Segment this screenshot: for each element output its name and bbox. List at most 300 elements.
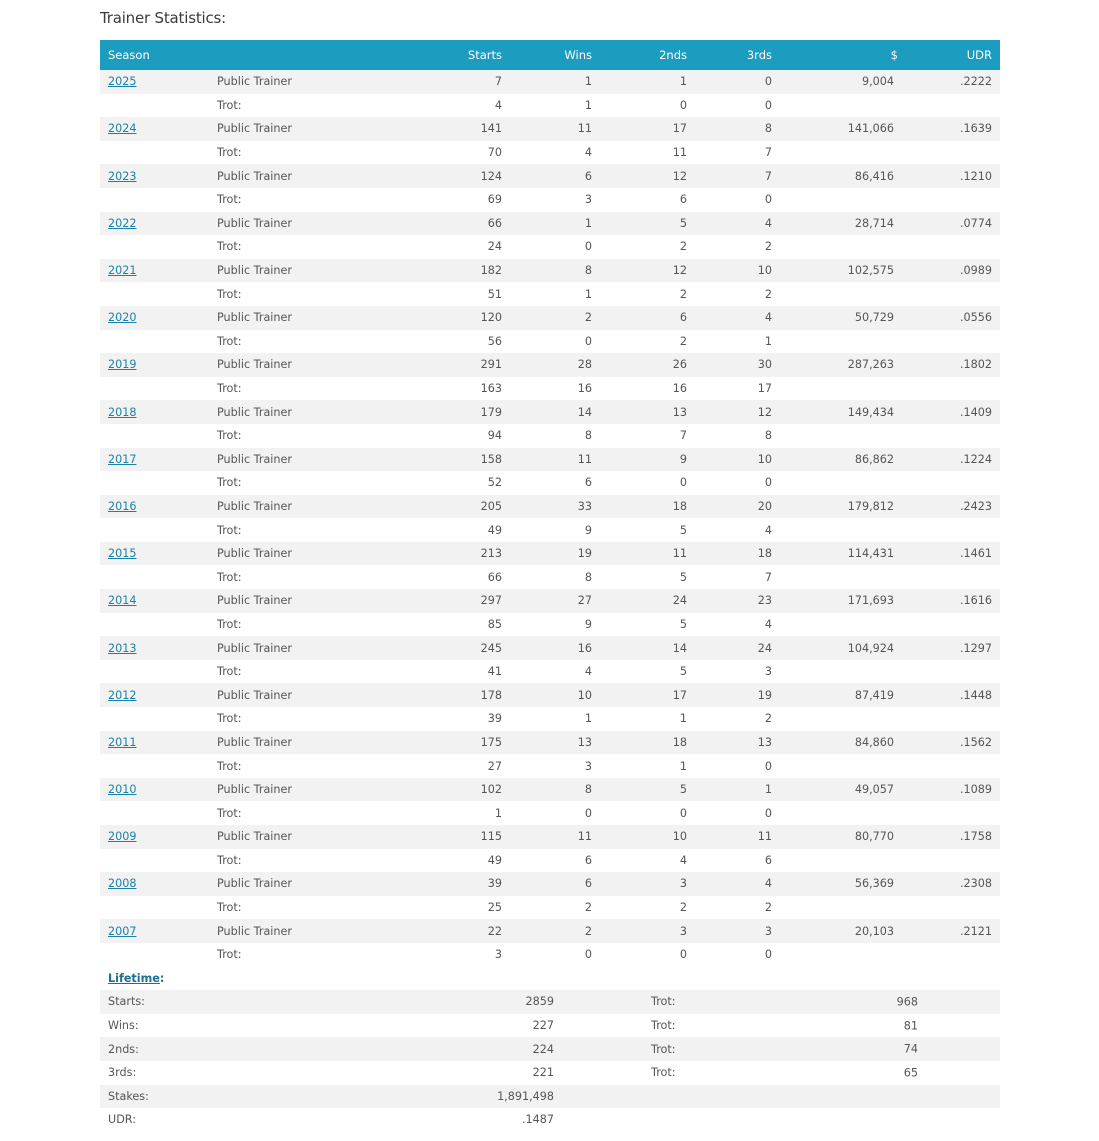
thirds-value: 18 bbox=[687, 542, 772, 566]
trot-wins-value: 9 bbox=[584, 617, 592, 631]
season-year-link[interactable]: 2007 bbox=[108, 924, 137, 938]
money-value: 114,431 bbox=[772, 542, 898, 566]
lifetime-trot-label bbox=[643, 1037, 918, 1061]
season-year-link[interactable]: 2017 bbox=[108, 452, 137, 466]
season-cell bbox=[100, 70, 217, 94]
lifetime-title-row bbox=[100, 967, 1000, 991]
season-row bbox=[100, 683, 1000, 707]
money-value: 50,729 bbox=[772, 306, 898, 330]
seconds-value: 5 bbox=[592, 212, 687, 236]
season-cell bbox=[100, 919, 217, 943]
trot-wins-value: 9 bbox=[584, 523, 592, 537]
trot-seconds-value: 5 bbox=[679, 570, 687, 584]
trot-label: Trot: bbox=[217, 146, 242, 160]
starts-value: 291 bbox=[337, 353, 502, 377]
col-header-season: Season bbox=[100, 40, 217, 70]
season-cell bbox=[100, 636, 217, 660]
season-year-link[interactable]: 2025 bbox=[108, 75, 137, 89]
trainer-type: Public Trainer bbox=[217, 683, 337, 707]
thirds-value: 10 bbox=[687, 448, 772, 472]
money-value: 86,862 bbox=[772, 448, 898, 472]
wins-value: 11 bbox=[502, 825, 592, 849]
trot-wins-value: 8 bbox=[584, 429, 592, 443]
lifetime-row bbox=[100, 990, 1000, 1014]
trot-starts-value: 56 bbox=[487, 334, 502, 348]
col-header-type bbox=[217, 40, 337, 70]
starts-value: 115 bbox=[337, 825, 502, 849]
season-row bbox=[100, 448, 1000, 472]
lifetime-value: 224 bbox=[217, 1037, 554, 1061]
trot-seconds-value: 2 bbox=[679, 240, 687, 254]
trot-wins-value: 3 bbox=[584, 193, 592, 207]
season-trot-row bbox=[100, 282, 1000, 306]
lifetime-trot-label bbox=[643, 1108, 918, 1132]
starts-value: 297 bbox=[337, 589, 502, 613]
lifetime-title bbox=[100, 967, 1000, 991]
starts-value: 66 bbox=[337, 212, 502, 236]
thirds-value: 19 bbox=[687, 683, 772, 707]
thirds-value: 24 bbox=[687, 636, 772, 660]
trot-seconds-value: 0 bbox=[679, 98, 687, 112]
season-row bbox=[100, 589, 1000, 613]
lifetime-link[interactable]: Lifetime bbox=[108, 971, 160, 985]
starts-value: 124 bbox=[337, 164, 502, 188]
thirds-value: 23 bbox=[687, 589, 772, 613]
trot-label: Trot: bbox=[217, 617, 242, 631]
seconds-value: 18 bbox=[592, 495, 687, 519]
trot-thirds-value: 0 bbox=[764, 806, 772, 820]
trainer-type: Public Trainer bbox=[217, 872, 337, 896]
season-row bbox=[100, 731, 1000, 755]
wins-value: 14 bbox=[502, 400, 592, 424]
udr-value: .1448 bbox=[898, 683, 1000, 707]
trot-thirds-value: 0 bbox=[764, 193, 772, 207]
udr-value: .1297 bbox=[898, 636, 1000, 660]
lifetime-label: Stakes: bbox=[100, 1085, 217, 1109]
trot-starts-value: 163 bbox=[480, 382, 502, 396]
starts-value: 213 bbox=[337, 542, 502, 566]
trot-thirds-value: 0 bbox=[764, 759, 772, 773]
trot-label: Trot: bbox=[217, 523, 242, 537]
trot-wins-value: 0 bbox=[584, 240, 592, 254]
wins-value: 6 bbox=[502, 872, 592, 896]
wins-value: 11 bbox=[502, 117, 592, 141]
trot-seconds-value: 2 bbox=[679, 334, 687, 348]
season-row bbox=[100, 70, 1000, 94]
lifetime-rows bbox=[100, 967, 1000, 1132]
lifetime-trot-label bbox=[643, 1014, 918, 1038]
trainer-type: Public Trainer bbox=[217, 212, 337, 236]
lifetime-row bbox=[100, 1037, 1000, 1061]
season-year-link[interactable]: 2018 bbox=[108, 405, 137, 419]
seconds-value: 9 bbox=[592, 448, 687, 472]
seconds-value: 1 bbox=[592, 70, 687, 94]
lifetime-label: 3rds: bbox=[108, 1066, 137, 1080]
trot-seconds-value: 1 bbox=[679, 759, 687, 773]
season-cell bbox=[100, 778, 217, 802]
trot-seconds-value: 16 bbox=[672, 382, 687, 396]
season-year-link[interactable]: 2015 bbox=[108, 547, 137, 561]
trot-thirds-value: 0 bbox=[764, 98, 772, 112]
trot-starts-value: 69 bbox=[487, 193, 502, 207]
wins-value: 28 bbox=[502, 353, 592, 377]
season-row bbox=[100, 825, 1000, 849]
starts-value: 178 bbox=[337, 683, 502, 707]
trot-thirds-value: 3 bbox=[764, 665, 772, 679]
udr-value: .2121 bbox=[898, 919, 1000, 943]
wins-value: 8 bbox=[502, 259, 592, 283]
lifetime-label: Starts: bbox=[100, 990, 217, 1014]
trainer-type: Public Trainer bbox=[217, 259, 337, 283]
season-row bbox=[100, 400, 1000, 424]
season-trot-row bbox=[100, 141, 1000, 165]
thirds-value: 4 bbox=[687, 212, 772, 236]
lifetime-label: Wins: bbox=[108, 1019, 139, 1033]
trot-seconds-value: 5 bbox=[679, 617, 687, 631]
lifetime-value: 1,891,498 bbox=[217, 1085, 554, 1109]
trot-seconds-value: 5 bbox=[679, 523, 687, 537]
season-trot-row bbox=[100, 613, 1000, 637]
season-trot-row bbox=[100, 188, 1000, 212]
starts-value: 182 bbox=[337, 259, 502, 283]
trot-starts-value: 25 bbox=[487, 901, 502, 915]
money-value: 80,770 bbox=[772, 825, 898, 849]
season-year-link[interactable]: 2008 bbox=[108, 877, 137, 891]
lifetime-row bbox=[100, 1108, 1000, 1132]
wins-value: 11 bbox=[502, 448, 592, 472]
trainer-type: Public Trainer bbox=[217, 400, 337, 424]
seconds-value: 11 bbox=[592, 542, 687, 566]
trot-thirds-value: 8 bbox=[764, 429, 772, 443]
udr-value: .2222 bbox=[898, 70, 1000, 94]
thirds-value: 1 bbox=[687, 778, 772, 802]
seconds-value: 17 bbox=[592, 683, 687, 707]
trainer-statistics bbox=[100, 40, 1000, 1132]
season-year-link[interactable]: 2016 bbox=[108, 499, 137, 513]
trainer-type: Public Trainer bbox=[217, 495, 337, 519]
season-cell bbox=[100, 731, 217, 755]
season-cell bbox=[100, 259, 217, 283]
season-year-link[interactable]: 2022 bbox=[108, 216, 137, 230]
trainer-type: Public Trainer bbox=[217, 70, 337, 94]
starts-value: 22 bbox=[337, 919, 502, 943]
trainer-type: Public Trainer bbox=[217, 778, 337, 802]
wins-value: 6 bbox=[502, 164, 592, 188]
thirds-value: 4 bbox=[687, 872, 772, 896]
lifetime-row bbox=[100, 1014, 1000, 1038]
season-cell bbox=[100, 448, 217, 472]
wins-value: 1 bbox=[502, 212, 592, 236]
wins-value: 27 bbox=[502, 589, 592, 613]
trainer-type: Public Trainer bbox=[217, 636, 337, 660]
season-year-link[interactable]: 2021 bbox=[108, 264, 137, 278]
trot-label: Trot: bbox=[217, 759, 242, 773]
season-row bbox=[100, 164, 1000, 188]
trot-wins-value: 0 bbox=[584, 806, 592, 820]
money-value: 86,416 bbox=[772, 164, 898, 188]
trot-starts-value: 39 bbox=[487, 712, 502, 726]
season-year-link[interactable]: 2020 bbox=[108, 311, 137, 325]
trot-wins-value: 1 bbox=[584, 287, 592, 301]
money-value: 84,860 bbox=[772, 731, 898, 755]
season-trot-row bbox=[100, 471, 1000, 495]
trainer-type: Public Trainer bbox=[217, 731, 337, 755]
udr-value: .1224 bbox=[898, 448, 1000, 472]
trainer-type: Public Trainer bbox=[217, 542, 337, 566]
lifetime-trot-label bbox=[643, 1085, 918, 1109]
thirds-value: 30 bbox=[687, 353, 772, 377]
lifetime-trot-value: 968 bbox=[896, 995, 918, 1009]
udr-value: .0989 bbox=[898, 259, 1000, 283]
season-row bbox=[100, 778, 1000, 802]
lifetime-trot-value: 65 bbox=[903, 1066, 918, 1080]
trot-thirds-value: 2 bbox=[764, 712, 772, 726]
udr-value: .2423 bbox=[898, 495, 1000, 519]
trot-starts-value: 51 bbox=[487, 287, 502, 301]
trot-label: Trot: bbox=[217, 665, 242, 679]
udr-value: .1616 bbox=[898, 589, 1000, 613]
wins-value: 2 bbox=[502, 306, 592, 330]
trot-thirds-value: 0 bbox=[764, 948, 772, 962]
season-row bbox=[100, 636, 1000, 660]
thirds-value: 10 bbox=[687, 259, 772, 283]
lifetime-trot-label bbox=[643, 990, 918, 1014]
lifetime-label: UDR: bbox=[108, 1113, 137, 1127]
trainer-type: Public Trainer bbox=[217, 306, 337, 330]
udr-value: .1210 bbox=[898, 164, 1000, 188]
season-row bbox=[100, 259, 1000, 283]
season-cell bbox=[100, 589, 217, 613]
seconds-value: 10 bbox=[592, 825, 687, 849]
trot-starts-value: 4 bbox=[494, 98, 502, 112]
thirds-value: 13 bbox=[687, 731, 772, 755]
thirds-value: 11 bbox=[687, 825, 772, 849]
thirds-value: 4 bbox=[687, 306, 772, 330]
col-header-2nds: 2nds bbox=[592, 40, 687, 70]
wins-value: 8 bbox=[502, 778, 592, 802]
starts-value: 179 bbox=[337, 400, 502, 424]
lifetime-table bbox=[100, 967, 1000, 1132]
season-year-link[interactable]: 2010 bbox=[108, 783, 137, 797]
trot-seconds-value: 2 bbox=[679, 287, 687, 301]
udr-value: .1461 bbox=[898, 542, 1000, 566]
trot-label: Trot: bbox=[217, 429, 242, 443]
trot-starts-value: 49 bbox=[487, 853, 502, 867]
wins-value: 16 bbox=[502, 636, 592, 660]
season-trot-row bbox=[100, 660, 1000, 684]
trot-seconds-value: 4 bbox=[679, 853, 687, 867]
trainer-type: Public Trainer bbox=[217, 117, 337, 141]
season-stats-table bbox=[100, 40, 1000, 967]
table-header-row bbox=[100, 40, 1000, 70]
trot-label: Trot: bbox=[217, 382, 242, 396]
starts-value: 245 bbox=[337, 636, 502, 660]
season-row bbox=[100, 495, 1000, 519]
season-year-link[interactable]: 2023 bbox=[108, 169, 137, 183]
udr-value: .1639 bbox=[898, 117, 1000, 141]
thirds-value: 20 bbox=[687, 495, 772, 519]
season-cell bbox=[100, 542, 217, 566]
trot-label: Trot: bbox=[217, 240, 242, 254]
trot-seconds-value: 0 bbox=[679, 806, 687, 820]
lifetime-trot-value: 81 bbox=[903, 1019, 918, 1033]
money-value: 171,693 bbox=[772, 589, 898, 613]
season-trot-row bbox=[100, 330, 1000, 354]
money-value: 87,419 bbox=[772, 683, 898, 707]
money-value: 179,812 bbox=[772, 495, 898, 519]
trot-seconds-value: 7 bbox=[679, 429, 687, 443]
season-year-link[interactable]: 2009 bbox=[108, 830, 137, 844]
trot-thirds-value: 7 bbox=[764, 146, 772, 160]
trot-thirds-value: 1 bbox=[764, 334, 772, 348]
trot-label: Trot: bbox=[217, 334, 242, 348]
thirds-value: 0 bbox=[687, 70, 772, 94]
starts-value: 120 bbox=[337, 306, 502, 330]
season-trot-row bbox=[100, 896, 1000, 920]
udr-value: .1089 bbox=[898, 778, 1000, 802]
col-header-wins: Wins bbox=[502, 40, 592, 70]
season-year-link[interactable]: 2013 bbox=[108, 641, 137, 655]
season-row bbox=[100, 872, 1000, 896]
trot-thirds-value: 4 bbox=[764, 617, 772, 631]
wins-value: 2 bbox=[502, 919, 592, 943]
trainer-type: Public Trainer bbox=[217, 448, 337, 472]
lifetime-value: 227 bbox=[532, 1019, 554, 1033]
seconds-value: 26 bbox=[592, 353, 687, 377]
season-trot-row bbox=[100, 801, 1000, 825]
season-trot-row bbox=[100, 518, 1000, 542]
trot-label: Trot: bbox=[217, 193, 242, 207]
season-trot-row bbox=[100, 235, 1000, 259]
money-value: 20,103 bbox=[772, 919, 898, 943]
trot-seconds-value: 1 bbox=[679, 712, 687, 726]
lifetime-value: 2859 bbox=[217, 990, 554, 1014]
udr-value: .1802 bbox=[898, 353, 1000, 377]
lifetime-label: 2nds: bbox=[100, 1037, 217, 1061]
seconds-value: 24 bbox=[592, 589, 687, 613]
trot-wins-value: 0 bbox=[584, 334, 592, 348]
lifetime-trot-label-text: Trot: bbox=[651, 1042, 676, 1056]
season-trot-row bbox=[100, 565, 1000, 589]
season-row bbox=[100, 542, 1000, 566]
money-value: 104,924 bbox=[772, 636, 898, 660]
trot-wins-value: 2 bbox=[584, 901, 592, 915]
season-cell bbox=[100, 212, 217, 236]
starts-value: 158 bbox=[337, 448, 502, 472]
trot-wins-value: 6 bbox=[584, 853, 592, 867]
season-trot-row bbox=[100, 94, 1000, 118]
trot-seconds-value: 0 bbox=[679, 476, 687, 490]
udr-value: .0774 bbox=[898, 212, 1000, 236]
trot-seconds-value: 5 bbox=[679, 665, 687, 679]
trot-wins-value: 4 bbox=[584, 146, 592, 160]
udr-value: .2308 bbox=[898, 872, 1000, 896]
lifetime-trot-value: 74 bbox=[903, 1042, 918, 1056]
thirds-value: 7 bbox=[687, 164, 772, 188]
starts-value: 205 bbox=[337, 495, 502, 519]
udr-value: .1562 bbox=[898, 731, 1000, 755]
trainer-type: Public Trainer bbox=[217, 825, 337, 849]
season-row bbox=[100, 212, 1000, 236]
trot-starts-value: 41 bbox=[487, 665, 502, 679]
seconds-value: 14 bbox=[592, 636, 687, 660]
lifetime-value: .1487 bbox=[521, 1113, 554, 1127]
lifetime-trot-label-text: Trot: bbox=[651, 1019, 676, 1033]
season-trot-row bbox=[100, 707, 1000, 731]
thirds-value: 12 bbox=[687, 400, 772, 424]
trot-starts-value: 49 bbox=[487, 523, 502, 537]
thirds-value: 3 bbox=[687, 919, 772, 943]
starts-value: 7 bbox=[337, 70, 502, 94]
season-year-link[interactable]: 2012 bbox=[108, 688, 137, 702]
season-year-link[interactable]: 2014 bbox=[108, 594, 137, 608]
season-cell bbox=[100, 825, 217, 849]
season-cell bbox=[100, 400, 217, 424]
seconds-value: 3 bbox=[592, 872, 687, 896]
trot-wins-value: 8 bbox=[584, 570, 592, 584]
trot-label: Trot: bbox=[217, 98, 242, 112]
season-year-link[interactable]: 2024 bbox=[108, 122, 137, 136]
trot-starts-value: 70 bbox=[487, 146, 502, 160]
money-value: 149,434 bbox=[772, 400, 898, 424]
trot-seconds-value: 0 bbox=[679, 948, 687, 962]
trot-wins-value: 16 bbox=[577, 382, 592, 396]
wins-value: 10 bbox=[502, 683, 592, 707]
seconds-value: 13 bbox=[592, 400, 687, 424]
money-value: 9,004 bbox=[772, 70, 898, 94]
col-header-starts: Starts bbox=[337, 40, 502, 70]
seconds-value: 18 bbox=[592, 731, 687, 755]
trot-thirds-value: 2 bbox=[764, 901, 772, 915]
starts-value: 141 bbox=[337, 117, 502, 141]
lifetime-row bbox=[100, 1085, 1000, 1109]
udr-value: .1409 bbox=[898, 400, 1000, 424]
season-row bbox=[100, 306, 1000, 330]
season-trot-row bbox=[100, 424, 1000, 448]
trot-starts-value: 27 bbox=[487, 759, 502, 773]
season-rows bbox=[100, 70, 1000, 967]
season-year-link[interactable]: 2011 bbox=[108, 735, 137, 749]
trot-label: Trot: bbox=[217, 806, 242, 820]
money-value: 287,263 bbox=[772, 353, 898, 377]
thirds-value: 8 bbox=[687, 117, 772, 141]
season-trot-row bbox=[100, 849, 1000, 873]
trot-wins-value: 4 bbox=[584, 665, 592, 679]
money-value: 141,066 bbox=[772, 117, 898, 141]
trot-starts-value: 1 bbox=[494, 806, 502, 820]
wins-value: 1 bbox=[502, 70, 592, 94]
col-header-3rds: 3rds bbox=[687, 40, 772, 70]
trot-thirds-value: 2 bbox=[764, 287, 772, 301]
season-cell bbox=[100, 306, 217, 330]
starts-value: 39 bbox=[337, 872, 502, 896]
udr-value: .0556 bbox=[898, 306, 1000, 330]
trot-seconds-value: 2 bbox=[679, 901, 687, 915]
season-trot-row bbox=[100, 377, 1000, 401]
season-year-link[interactable]: 2019 bbox=[108, 358, 137, 372]
seconds-value: 12 bbox=[592, 164, 687, 188]
trot-starts-value: 94 bbox=[487, 429, 502, 443]
trot-starts-value: 24 bbox=[487, 240, 502, 254]
money-value: 102,575 bbox=[772, 259, 898, 283]
trot-label: Trot: bbox=[217, 948, 242, 962]
trot-label: Trot: bbox=[217, 853, 242, 867]
trot-label: Trot: bbox=[217, 901, 242, 915]
lifetime-trot-label bbox=[643, 1061, 918, 1085]
season-row bbox=[100, 353, 1000, 377]
trot-label: Trot: bbox=[217, 287, 242, 301]
trot-starts-value: 85 bbox=[487, 617, 502, 631]
